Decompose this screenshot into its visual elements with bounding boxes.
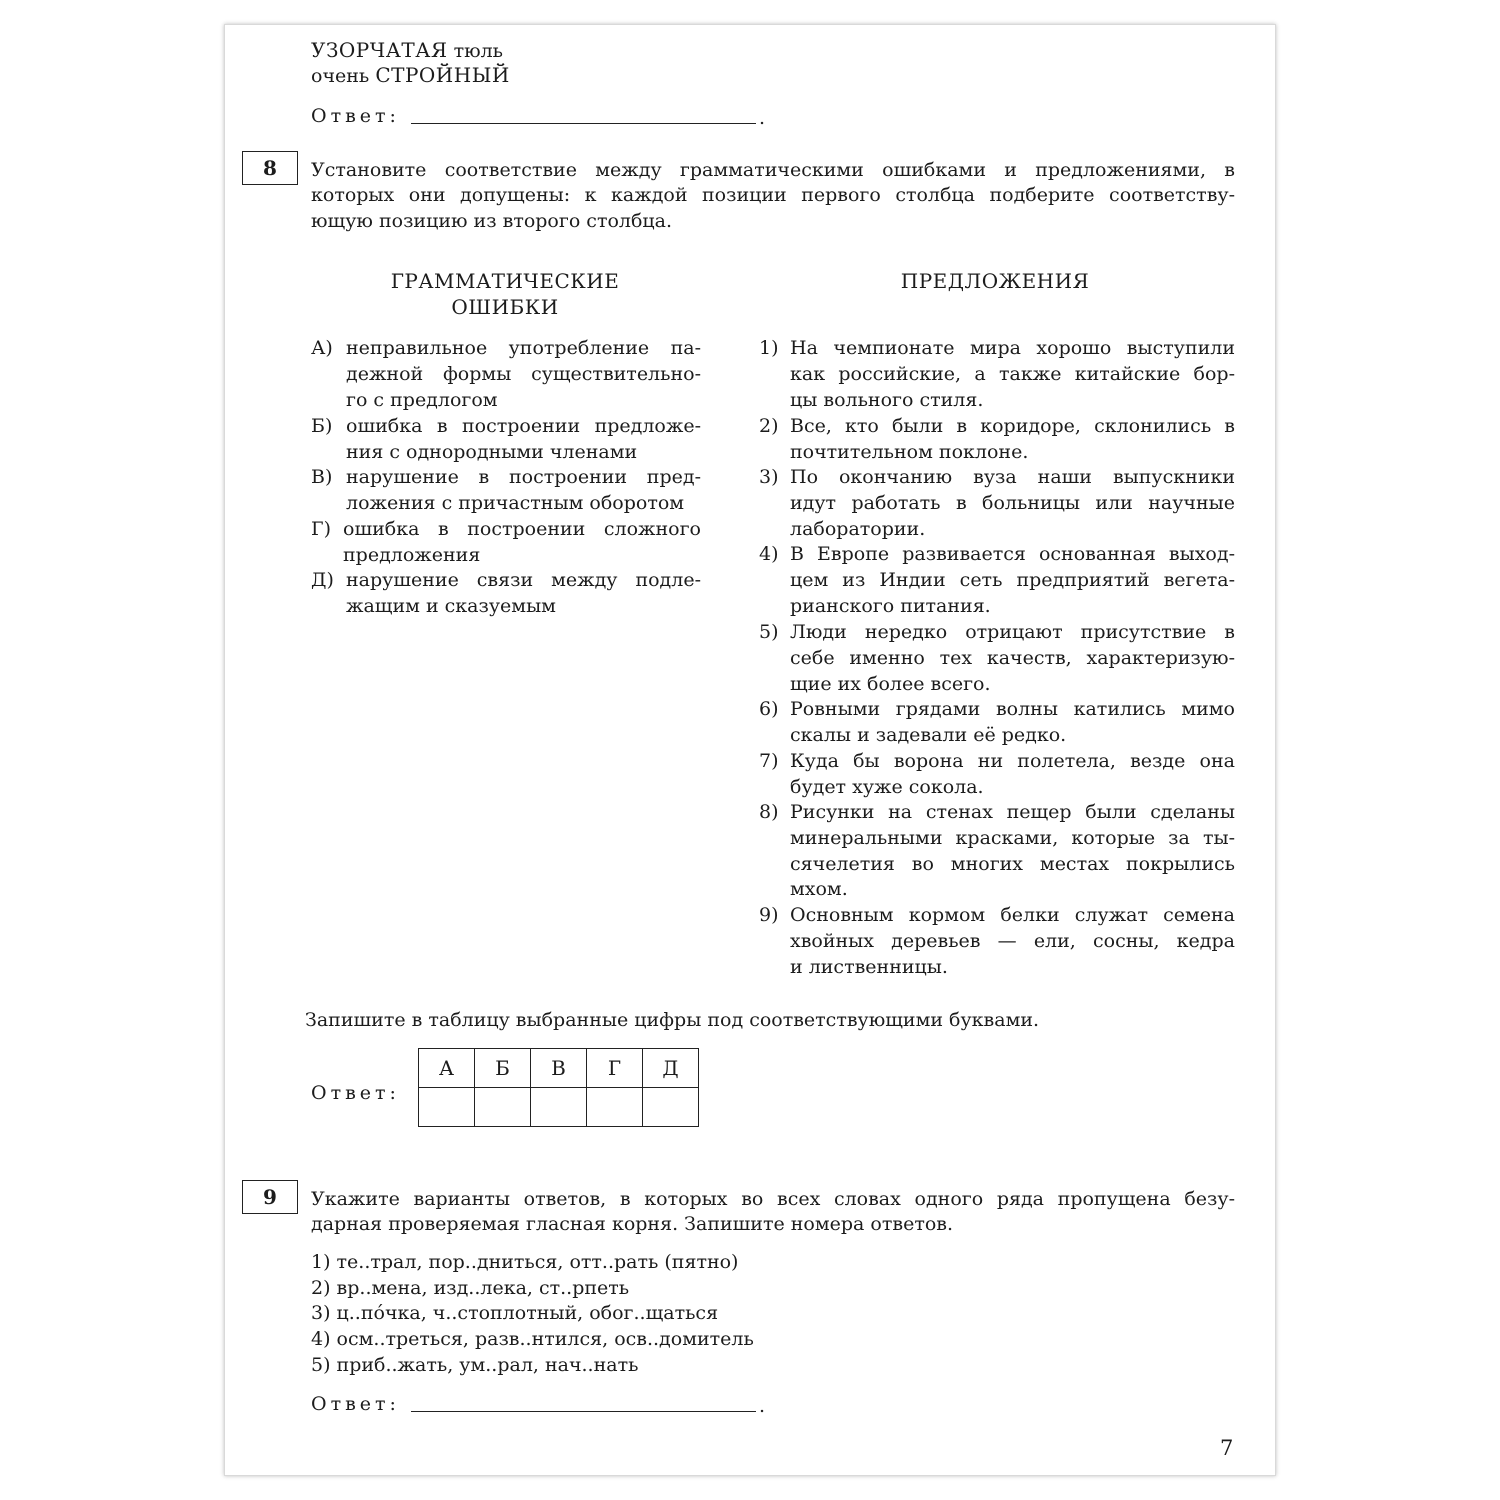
sentence-text-line: щие их более всего. <box>790 672 991 695</box>
error-text-line: дежной формы существительно- <box>346 362 701 385</box>
sentence-text-line: мхом. <box>790 878 848 901</box>
answer-table-input-row <box>419 1088 699 1127</box>
task8-instruction-line: Установите соответствие между грамматическими ошибками и предложениями, в <box>311 159 1235 181</box>
sentence-text-line: минеральными красками, которые за ты- <box>790 826 1235 849</box>
task9-option: 4) осм..треться, разв..нтился, осв..домитель <box>311 1328 754 1350</box>
table-instruction: Запишите в таблицу выбранные цифры под соответствующими буквами. <box>305 1009 1040 1031</box>
column-title-line: ГРАММАТИЧЕСКИЕ <box>390 269 620 293</box>
sentence-text <box>790 697 1235 749</box>
answer-cell[interactable] <box>587 1088 643 1127</box>
task9-instruction-line: дарная проверяемая гласная корня. Запишите номера ответов. <box>311 1213 954 1235</box>
error-text-line: неправильное употребление па- <box>346 337 701 359</box>
word-line-2 <box>311 62 510 89</box>
answer-line[interactable] <box>411 123 756 124</box>
sentence-text <box>790 336 1235 413</box>
word-line-1 <box>311 37 503 64</box>
sentence-text-line: себе именно тех качеств, характеризую- <box>790 646 1235 669</box>
sentence-text <box>790 800 1235 903</box>
error-text-line: го с предлогом <box>346 388 498 411</box>
error-text-line: ошибка в построении сложного <box>343 518 701 540</box>
word-rest: тюль <box>453 40 504 62</box>
sentence-text-line: рианского питания. <box>790 594 991 617</box>
answer-end: . <box>759 107 766 129</box>
error-label: А) <box>311 337 333 359</box>
sentence-label: 1) <box>759 337 779 359</box>
sentence-label: 4) <box>759 543 779 565</box>
error-text <box>346 336 701 413</box>
word-caps: УЗОРЧАТАЯ <box>311 38 448 62</box>
answer-label: Ответ: <box>311 1082 400 1104</box>
column-title-line: ОШИБКИ <box>451 295 559 319</box>
task-number-9: 9 <box>242 1180 298 1214</box>
sentence-text <box>790 542 1235 619</box>
answer-table <box>418 1048 699 1127</box>
word-pre: очень <box>311 65 370 87</box>
error-text-line: предложения <box>343 543 481 566</box>
answer-end: . <box>759 1395 766 1417</box>
sentence-text <box>790 749 1235 801</box>
sentence-text-line: Люди нередко отрицают присутствие в <box>790 621 1235 643</box>
column-title-line: ПРЕДЛОЖЕНИЯ <box>900 269 1090 293</box>
error-text-line: ния с однородными членами <box>346 440 638 463</box>
sentence-text <box>790 414 1235 466</box>
sentence-text-line: Куда бы ворона ни полетела, везде она <box>790 750 1235 772</box>
error-text <box>346 414 701 466</box>
answer-label: Ответ: <box>311 1393 400 1415</box>
answer-cell[interactable] <box>643 1088 699 1127</box>
workbook-page <box>224 24 1276 1476</box>
answer-table-header: А <box>419 1049 475 1088</box>
error-label: Г) <box>311 518 331 540</box>
answer-table-header: Г <box>587 1049 643 1088</box>
sentence-text-line: На чемпионате мира хорошо выступили <box>790 337 1235 359</box>
answer-label: Ответ: <box>311 105 400 127</box>
sentence-text <box>790 903 1235 980</box>
task8-instruction-line: ющую позицию из второго столбца. <box>311 210 672 232</box>
answer-cell[interactable] <box>531 1088 587 1127</box>
task9-instruction-line: Укажите варианты ответов, в которых во всех словах одного ряда пропущена безу- <box>311 1188 1235 1210</box>
error-text-line: нарушение связи между подле- <box>346 569 701 591</box>
task9-option: 1) те..трал, пор..дниться, отт..рать (пятно) <box>311 1251 739 1273</box>
error-label: Б) <box>311 415 333 437</box>
answer-cell[interactable] <box>475 1088 531 1127</box>
word-caps: СТРОЙНЫЙ <box>375 63 510 87</box>
sentence-text-line: Рисунки на стенах пещер были сделаны <box>790 801 1235 823</box>
task8-instruction-line: которых они допущены: к каждой позиции первого столбца подберите соответству- <box>311 184 1235 206</box>
error-text <box>346 465 701 517</box>
error-label: В) <box>311 466 333 488</box>
sentence-text-line: Основным кормом белки служат семена <box>790 904 1235 926</box>
task-number-8: 8 <box>242 151 298 185</box>
answer-table-header-row <box>419 1049 699 1088</box>
sentence-text-line: как российские, а также китайские бор- <box>790 362 1235 385</box>
page-number: 7 <box>1220 1436 1234 1460</box>
sentence-text-line: хвойных деревьев — ели, сосны, кедра <box>790 929 1235 952</box>
sentence-label: 6) <box>759 698 779 720</box>
answer-table-header: Д <box>643 1049 699 1088</box>
sentence-text-line: Ровными грядами волны катились мимо <box>790 698 1235 720</box>
error-text-line: нарушение в построении пред- <box>346 466 701 488</box>
sentence-label: 3) <box>759 466 779 488</box>
error-text-line: жащим и сказуемым <box>346 594 556 617</box>
task9-option: 2) вр..мена, изд..лека, ст..рпеть <box>311 1277 630 1299</box>
sentence-text-line: По окончанию вуза наши выпускники <box>790 466 1235 488</box>
error-text <box>346 568 701 620</box>
answer-cell[interactable] <box>419 1088 475 1127</box>
sentence-text-line: сячелетия во многих местах покрылись <box>790 852 1235 875</box>
error-text-line: ошибка в построении предложе- <box>346 415 701 437</box>
sentence-label: 5) <box>759 621 779 643</box>
sentence-label: 7) <box>759 750 779 772</box>
answer-table-header: Б <box>475 1049 531 1088</box>
task9-option: 3) ц..по́чка, ч..стоплотный, обог..щаться <box>311 1302 719 1324</box>
sentence-text-line: В Европе развивается основанная выход- <box>790 543 1235 565</box>
sentence-text-line: Все, кто были в коридоре, склонились в <box>790 415 1235 437</box>
sentence-label: 8) <box>759 801 779 823</box>
sentence-text-line: и лиственницы. <box>790 955 948 978</box>
sentence-text-line: будет хуже сокола. <box>790 775 984 798</box>
sentence-text-line: цем из Индии сеть предприятий вегета- <box>790 568 1235 591</box>
sentence-text-line: идут работать в больницы или научные <box>790 491 1235 514</box>
answer-table-header: В <box>531 1049 587 1088</box>
task9-option: 5) приб..жать, ум..рал, нач..нать <box>311 1354 639 1376</box>
column-title-sentences <box>845 268 1145 294</box>
sentence-text <box>790 465 1235 542</box>
column-title-errors <box>325 268 685 320</box>
sentence-text-line: скалы и задевали её редко. <box>790 723 1067 746</box>
answer-line[interactable] <box>411 1411 756 1412</box>
sentence-text <box>790 620 1235 697</box>
sentence-text-line: лаборатории. <box>790 517 926 540</box>
error-text-line: ложения с причастным оборотом <box>346 491 685 514</box>
sentence-label: 9) <box>759 904 779 926</box>
error-label: Д) <box>311 569 334 591</box>
sentence-text-line: цы вольного стиля. <box>790 388 984 411</box>
sentence-text-line: почтительном поклоне. <box>790 440 1029 463</box>
error-text <box>343 517 701 569</box>
sentence-label: 2) <box>759 415 779 437</box>
